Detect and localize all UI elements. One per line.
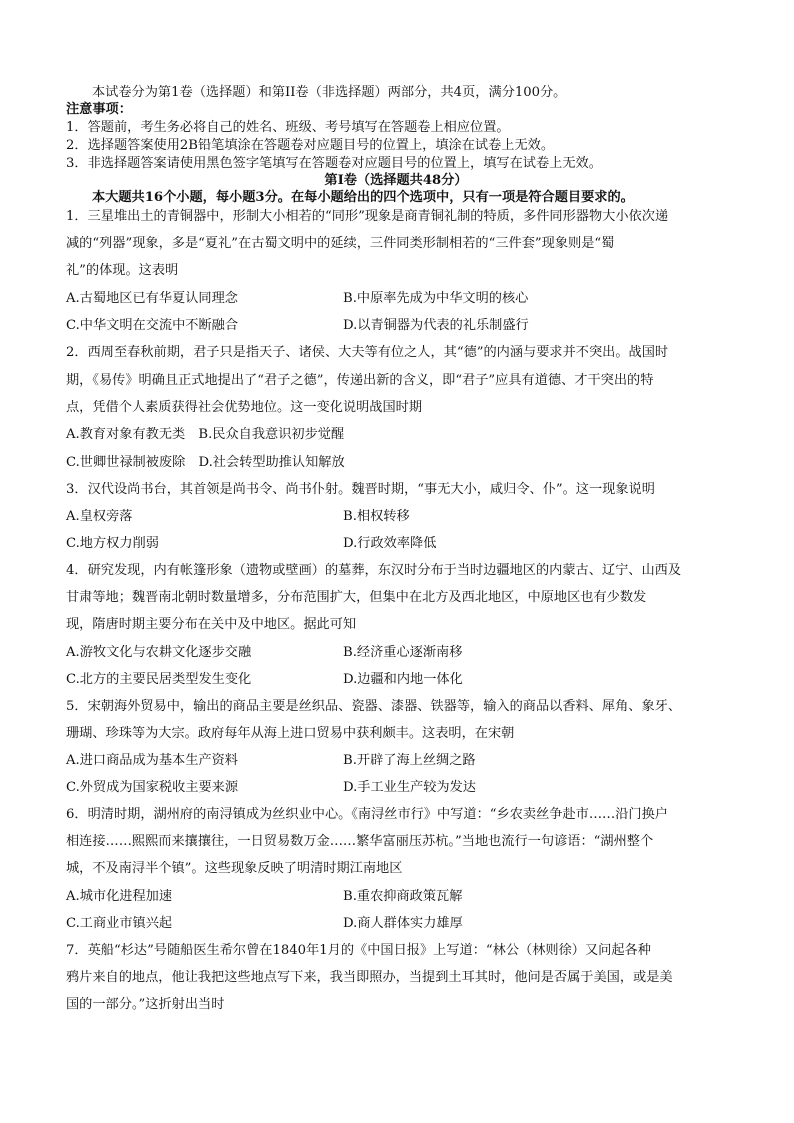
question-4-option-b: B.经济重心逐渐南移 [343,645,463,660]
question-3-option-a: A.皇权旁落 [66,509,133,524]
question-4-text: 4．研究发现，内有帐篷形象（遗物或壁画）的墓葬，东汉时分布于当时边疆地区的内蒙古、辽宁、山西及 [66,563,682,578]
exam-intro: 本试卷分为第1卷（选择题）和第II卷（非选择题）两部分，共4页，满分100分。 [92,85,567,100]
question-6-text: 城，不及南浔半个镇”。这些现象反映了明清时期江南地区 [66,861,403,876]
question-1-option-a: A.古蜀地区已有华夏认同理念 [66,291,238,306]
notes-heading: 注意事项： [66,102,132,117]
question-5-text: 5．宋朝海外贸易中，输出的商品主要是丝织品、瓷器、漆器、铁器等，输入的商品以香料、犀角、象牙、 [66,699,682,714]
question-5-option-c: C.外贸成为国家税收主要来源 [66,780,239,795]
question-1-option-b: B.中原率先成为中华文明的核心 [343,291,529,306]
question-4-option-d: D.边疆和内地一体化 [343,672,463,687]
question-6-text: 相连接……熙熙而来攘攘往，一日贸易数万金……繁华富丽压苏杭。”当地也流行一句谚语：“湖州整个 [66,834,654,849]
question-1-option-d: D.以青铜器为代表的礼乐制盛行 [343,318,529,333]
question-3-option-d: D.行政效率降低 [343,536,437,551]
question-5-option-d: D.手工业生产较为发达 [343,780,476,795]
question-4-option-a: A.游牧文化与农耕文化逐步交融 [66,645,252,660]
question-6-option-b: B.重农抑商政策瓦解 [343,889,463,904]
section-title: 第I卷（选择题共48分） [324,173,468,188]
question-5-text: 珊瑚、珍珠等为大宗。政府每年从海上进口贸易中获利颇丰。这表明，在宋朝 [66,726,515,741]
section-instruction: 本大题共16个小题，每小题3分。在每小题给出的四个选项中，只有一项是符合题目要求的。 [92,190,634,205]
question-6-option-d: D.商人群体实力雄厚 [343,916,463,931]
question-7-text: 国的一部分。”这折射出当时 [66,997,225,1012]
question-1-text: 减的“列器”现象，多是“夏礼”在古蜀文明中的延续，三件同类形制相若的“三件套”现象则是“蜀 [66,236,615,251]
question-2-text: 期，《易传》明确且正式地提出了“君子之德”，传递出新的含义，即“君子”应具有道德、才干突出的特 [66,373,654,388]
note-item: 2．选择题答案使用2B铅笔填涂在答题卷对应题目号的位置上，填涂在试卷上无效。 [66,138,555,153]
question-3-text: 3．汉代设尚书台，其首领是尚书令、尚书仆射。魏晋时期，“事无大小，咸归令、仆”。这一现象说明 [66,482,655,497]
question-2-options-cd: C.世卿世禄制被废除 D.社会转型助推认知解放 [66,455,345,470]
note-item: 3．非选择题答案请使用黑色签字笔填写在答题卷对应题目号的位置上，填写在试卷上无效。 [66,156,602,171]
question-5-option-a: A.进口商品成为基本生产资料 [66,753,238,768]
question-1-text: 礼”的体现。这表明 [66,263,179,278]
note-item: 1．答题前，考生务必将自己的姓名、班级、考号填写在答题卷上相应位置。 [66,120,510,135]
question-4-text: 甘肃等地；魏晋南北朝时数量增多，分布范围扩大，但集中在北方及西北地区，中原地区也有少数发 [66,590,647,605]
question-3-option-c: C.地方权力削弱 [66,536,159,551]
question-2-text: 2．西周至春秋前期，君子只是指天子、诸侯、大夫等有位之人，其“德”的内涵与要求并不突出。战国时 [66,345,669,360]
question-6-option-c: C.工商业市镇兴起 [66,916,173,931]
question-5-option-b: B.开辟了海上丝绸之路 [343,753,476,768]
question-7-text: 7．英船“杉达”号随船医生希尔曾在1840年1月的《中国日报》上写道：“林公（林则徐）又问起各种 [66,943,651,958]
question-6-text: 6．明清时期，湖州府的南浔镇成为丝织业中心。《南浔丝市行》中写道：“乡农卖丝争赴市……沿门换户 [66,807,668,822]
question-1-option-c: C.中华文明在交流中不断融合 [66,318,239,333]
question-2-options-ab: A.教育对象有教无类 B.民众自我意识初步觉醒 [66,427,345,442]
question-3-option-b: B.相权转移 [343,509,410,524]
question-4-option-c: C.北方的主要民居类型发生变化 [66,672,252,687]
question-4-text: 现，隋唐时期主要分布在关中及中地区。据此可知 [66,617,357,632]
question-6-option-a: A.城市化进程加速 [66,889,173,904]
question-1-text: 1．三星堆出土的青铜器中，形制大小相若的“同形”现象是商青铜礼制的特质，多件同形器物大小依次递 [66,209,669,224]
question-7-text: 鸦片来自的地点，他让我把这些地点写下来，我当即照办，当提到土耳其时，他问是否属于美国，或是美 [66,970,673,985]
question-2-text: 点，凭借个人素质获得社会优势地位。这一变化说明战国时期 [66,400,423,415]
